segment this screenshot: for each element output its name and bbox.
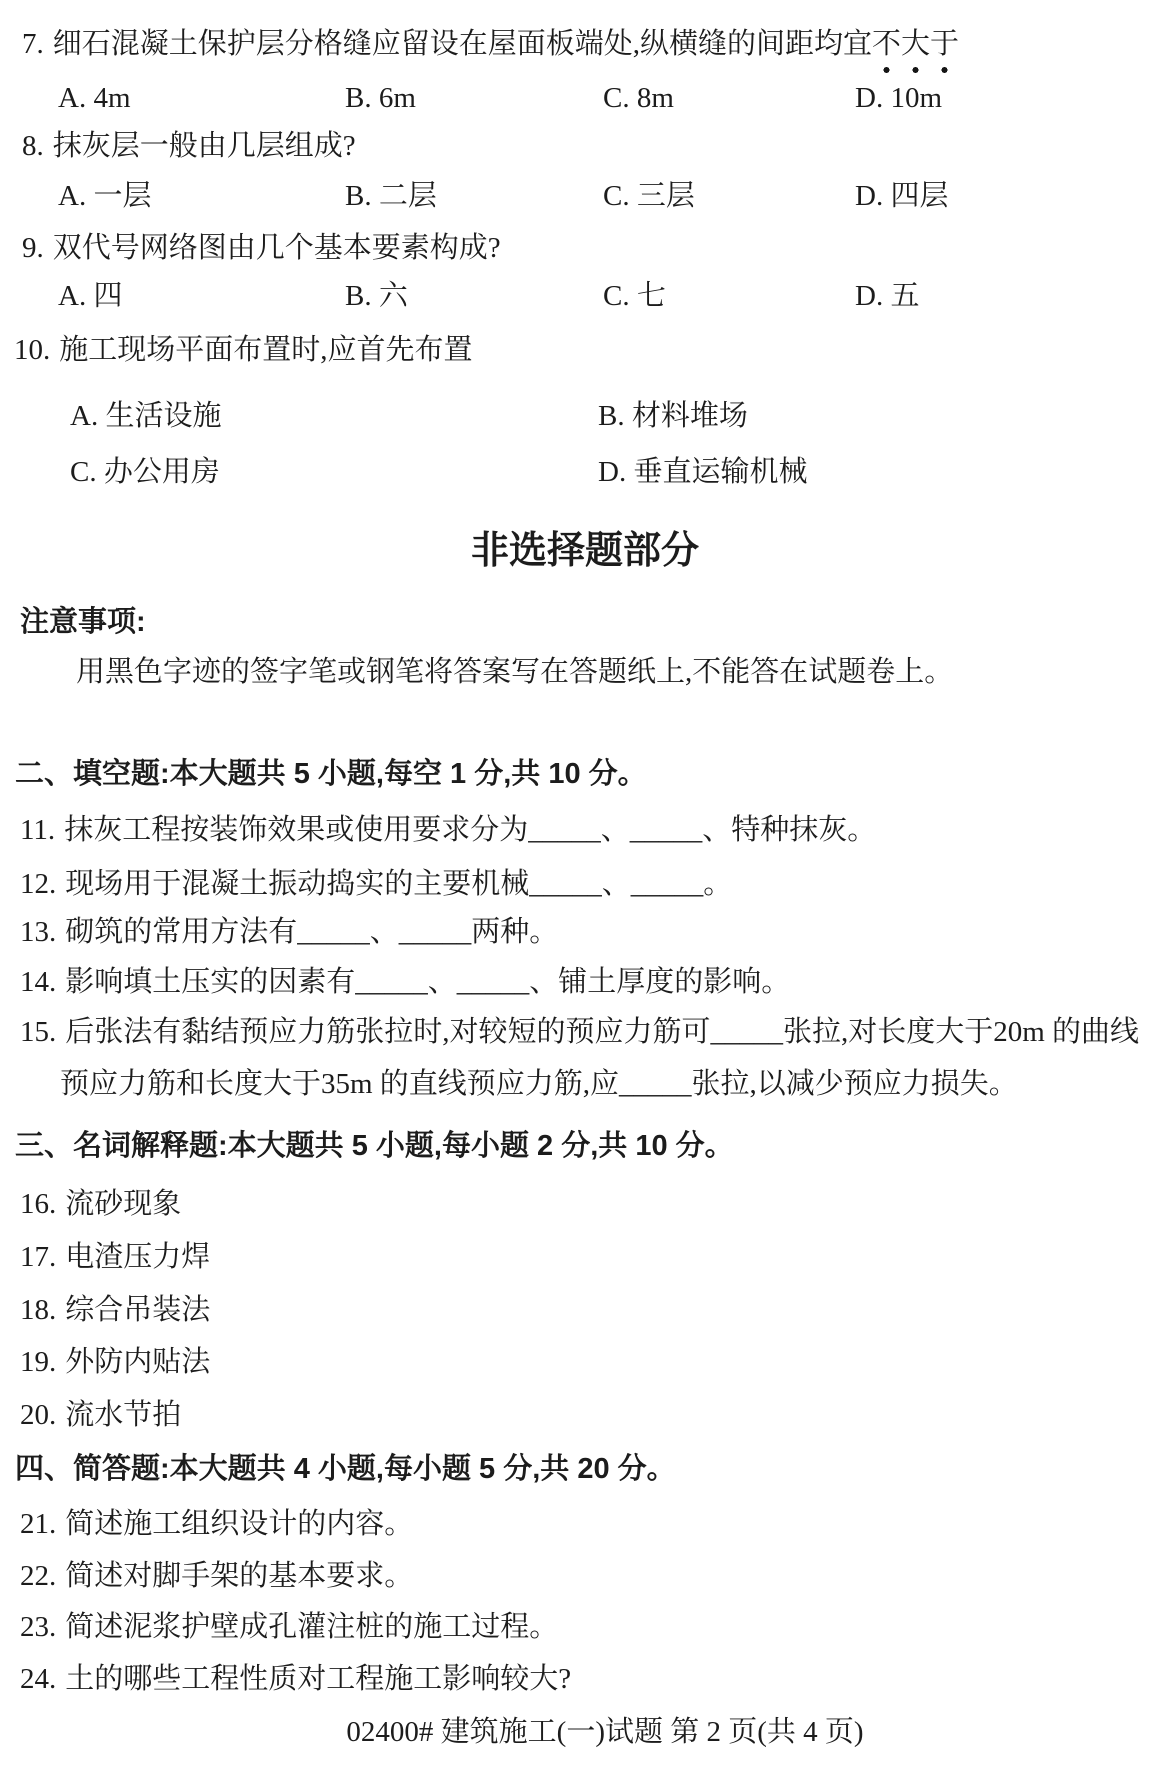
question-21-number: 21. [20, 1508, 57, 1540]
question-24 [0, 1659, 1170, 1699]
question-13-number: 13. [20, 916, 57, 948]
definitions-section-header: 三、名词解释题:本大题共 5 小题,每小题 2 分,共 10 分。 [15, 1130, 734, 1162]
question-8-number: 8. [22, 130, 44, 162]
question-7-number: 7. [22, 28, 44, 60]
question-18-number: 18. [20, 1294, 57, 1326]
question-21-text: 简述施工组织设计的内容。 [65, 1508, 414, 1540]
question-22 [0, 1556, 1170, 1596]
notes-body: 用黑色字迹的签字笔或钢笔将答案写在答题纸上,不能答在试题卷上。 [76, 656, 954, 688]
question-19-number: 19. [20, 1346, 57, 1378]
question-10-option-c: C. 办公用房 [70, 456, 220, 488]
question-10-option-a: A. 生活设施 [70, 400, 222, 432]
question-17-text: 电渣压力焊 [65, 1241, 211, 1273]
question-24-number: 24. [20, 1663, 57, 1695]
question-7-option-b: B. 6m [345, 82, 416, 114]
question-9-number: 9. [22, 232, 44, 264]
question-11-text: 抹灰工程按装饰效果或使用要求分为_____、_____、特种抹灰。 [64, 814, 877, 846]
question-12-number: 12. [20, 868, 57, 900]
question-13 [0, 912, 1170, 952]
question-16-text: 流砂现象 [65, 1188, 182, 1220]
question-14-text: 影响填土压实的因素有_____、_____、铺土厚度的影响。 [65, 966, 791, 998]
question-8-text: 抹灰层一般由几层组成? [52, 130, 356, 162]
question-9-option-a: A. 四 [58, 280, 123, 312]
page-footer: 02400# 建筑施工(一)试题 第 2 页(共 4 页) [346, 1716, 864, 1748]
question-7-text: 细石混凝土保护层分格缝应留设在屋面板端处,纵横缝的间距均宜 [52, 28, 873, 60]
question-22-text: 简述对脚手架的基本要求。 [65, 1560, 414, 1592]
question-23-number: 23. [20, 1611, 57, 1643]
question-10-option-d: D. 垂直运输机械 [598, 456, 808, 488]
question-19 [0, 1342, 1170, 1382]
question-24-text: 土的哪些工程性质对工程施工影响较大? [65, 1663, 572, 1695]
question-9-options [0, 276, 1170, 316]
fill-in-section-header: 二、填空题:本大题共 5 小题,每空 1 分,共 10 分。 [15, 758, 647, 790]
question-8-options [0, 176, 1170, 216]
question-21 [0, 1504, 1170, 1544]
question-15-text-line-1: 后张法有黏结预应力筋张拉时,对较短的预应力筋可_____张拉,对长度大于20m 的曲线 [65, 1016, 1140, 1048]
question-9-text: 双代号网络图由几个基本要素构成? [52, 232, 501, 264]
question-20 [0, 1395, 1170, 1435]
question-8-option-b: B. 二层 [345, 180, 437, 212]
question-18-text: 综合吊装法 [65, 1294, 211, 1326]
question-14-number: 14. [20, 966, 57, 998]
question-12-text: 现场用于混凝土振动捣实的主要机械_____、_____。 [65, 868, 733, 900]
question-20-text: 流水节拍 [65, 1399, 182, 1431]
question-20-number: 20. [20, 1399, 57, 1431]
question-16-number: 16. [20, 1188, 57, 1220]
question-9-option-c: C. 七 [603, 280, 666, 312]
question-17-number: 17. [20, 1241, 57, 1273]
question-7-option-c: C. 8m [603, 82, 674, 114]
question-7-emphasized-text: 不大于 [872, 28, 959, 76]
question-22-number: 22. [20, 1560, 57, 1592]
question-17 [0, 1237, 1170, 1277]
question-7 [0, 24, 1170, 64]
question-9-option-b: B. 六 [345, 280, 408, 312]
short-answer-section-header: 四、简答题:本大题共 4 小题,每小题 5 分,共 20 分。 [15, 1453, 676, 1485]
question-16 [0, 1184, 1170, 1224]
non-choice-section-title: 非选择题部分 [470, 530, 699, 572]
question-10-text: 施工现场平面布置时,应首先布置 [59, 334, 473, 366]
question-11 [0, 810, 1170, 850]
question-15-number: 15. [20, 1016, 57, 1048]
question-8-option-a: A. 一层 [58, 180, 152, 212]
question-10-number: 10. [14, 334, 51, 366]
question-7-options [0, 78, 1170, 118]
question-13-text: 砌筑的常用方法有_____、_____两种。 [65, 916, 559, 948]
question-9-option-d: D. 五 [855, 280, 920, 312]
question-10-options [0, 396, 1170, 508]
question-11-number: 11. [20, 814, 56, 846]
question-8-option-c: C. 三层 [603, 180, 695, 212]
question-23 [0, 1607, 1170, 1647]
question-7-option-a: A. 4m [58, 82, 131, 114]
question-15-line-2: 预应力筋和长度大于35m 的直线预应力筋,应_____张拉,以减少预应力损失。 [60, 1068, 1018, 1100]
question-19-text: 外防内贴法 [65, 1346, 211, 1378]
question-23-text: 简述泥浆护壁成孔灌注桩的施工过程。 [65, 1611, 559, 1643]
notes-title: 注意事项: [20, 606, 146, 638]
question-14 [0, 962, 1170, 1002]
question-8 [0, 126, 1170, 166]
question-7-option-d: D. 10m [855, 82, 942, 114]
question-10 [0, 330, 1170, 370]
question-18 [0, 1290, 1170, 1330]
question-15-line-1 [0, 1012, 1170, 1052]
question-12 [0, 864, 1170, 904]
question-8-option-d: D. 四层 [855, 180, 949, 212]
question-9 [0, 228, 1170, 268]
question-10-option-b: B. 材料堆场 [598, 400, 748, 432]
